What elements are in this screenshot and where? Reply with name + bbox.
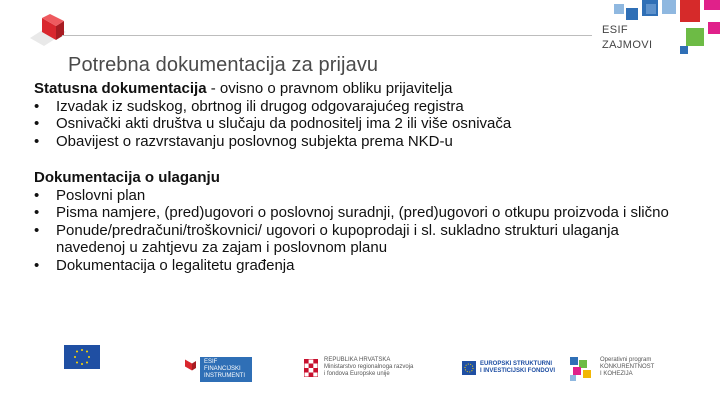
brand-line-1: ESIF [602, 24, 629, 36]
esif-instrumenti-logo [178, 345, 258, 395]
statutory-heading [34, 80, 684, 98]
government-logo [304, 345, 424, 395]
bullet-icon: • [34, 204, 40, 221]
list-item [34, 187, 684, 205]
list-item-text: Pisma namjere, (pred)ugovori o poslovnoj suradnji, (pred)ugovori o otkupu proizvoda i slično [56, 204, 669, 221]
bullet-icon: • [34, 97, 40, 115]
opkk-logo [570, 345, 680, 395]
eu-funds-text [480, 361, 560, 375]
opkk-line2: KONKURENTNOST [600, 364, 655, 370]
header-divider [62, 35, 592, 36]
bullet-icon: • [34, 186, 40, 204]
statutory-heading-suffix: - ovisno o pravnom obliku prijavitelja [206, 80, 453, 97]
list-item [34, 204, 684, 222]
eu-funds-line1: EUROPSKI STRUKTURNI [480, 361, 553, 367]
esif-badge-line3: INSTRUMENTI [204, 373, 245, 379]
list-item-text: Osnivački akti društva u slučaju da podnositelj ima 2 ili više osnivača [56, 115, 512, 132]
eu-funds-logo [462, 345, 562, 395]
gov-line2: Ministarstvo regionalnoga razvoja [324, 364, 414, 370]
content-body [34, 80, 684, 274]
esif-small-logo-icon [178, 357, 198, 375]
gov-line3: i fondova Europske unije [324, 371, 390, 377]
bullet-icon: • [34, 132, 40, 150]
opkk-text [600, 357, 680, 378]
list-item-text: Izvadak iz sudskog, obrtnog ili drugog odgovarajućeg registra [56, 97, 464, 115]
gov-line1: REPUBLIKA HRVATSKA [324, 357, 391, 363]
bullet-icon: • [34, 221, 40, 239]
eu-funds-line2: I INVESTICIJSKI FONDOVI [480, 368, 556, 374]
brand-line-2: ZAJMOVI [602, 39, 653, 51]
decorative-squares-icon [600, 0, 720, 80]
list-item [34, 222, 684, 257]
bullet-icon: • [34, 256, 40, 274]
investment-list [34, 187, 684, 275]
list-item-text: Poslovni plan [56, 186, 146, 204]
esif-badge-line1: ESIF [204, 359, 218, 365]
statutory-heading-bold: Statusna dokumentacija [34, 80, 207, 97]
list-item [34, 98, 684, 116]
investment-heading [34, 169, 684, 187]
list-item [34, 115, 684, 133]
eu-funds-icon [462, 361, 476, 375]
footer-logos [0, 345, 720, 405]
list-item [34, 257, 684, 275]
opkk-line1: Operativni program [600, 357, 652, 363]
opkk-line3: I KOHEZIJA [600, 371, 633, 377]
bullet-icon: • [34, 115, 40, 132]
eu-flag-logo [64, 345, 104, 395]
esif-badge-line2: FINANCIJSKI [204, 366, 241, 372]
list-item-text: Obavijest o razvrstavanju poslovnog subjekta prema NKD-u [56, 132, 453, 150]
section-gap [34, 150, 684, 169]
statutory-list [34, 98, 684, 151]
government-text [324, 357, 424, 378]
esif-badge [200, 357, 252, 382]
list-item-text: Ponude/predračuni/troškovnici/ ugovori o kupoprodaji i sl. sukladno strukturi ulaganja navedenoj u zahtjevu za zajam i poslovnom planu [56, 221, 619, 256]
esif-logo-icon [28, 14, 68, 48]
opkk-icon [570, 357, 596, 383]
list-item-text: Dokumentacija o legalitetu građenja [56, 256, 295, 274]
investment-heading-bold: Dokumentacija o ulaganju [34, 169, 220, 186]
eu-flag-icon [64, 345, 100, 369]
croatia-coat-of-arms-icon [304, 359, 318, 377]
page-title: Potrebna dokumentacija za prijavu [68, 54, 379, 76]
list-item [34, 133, 684, 151]
